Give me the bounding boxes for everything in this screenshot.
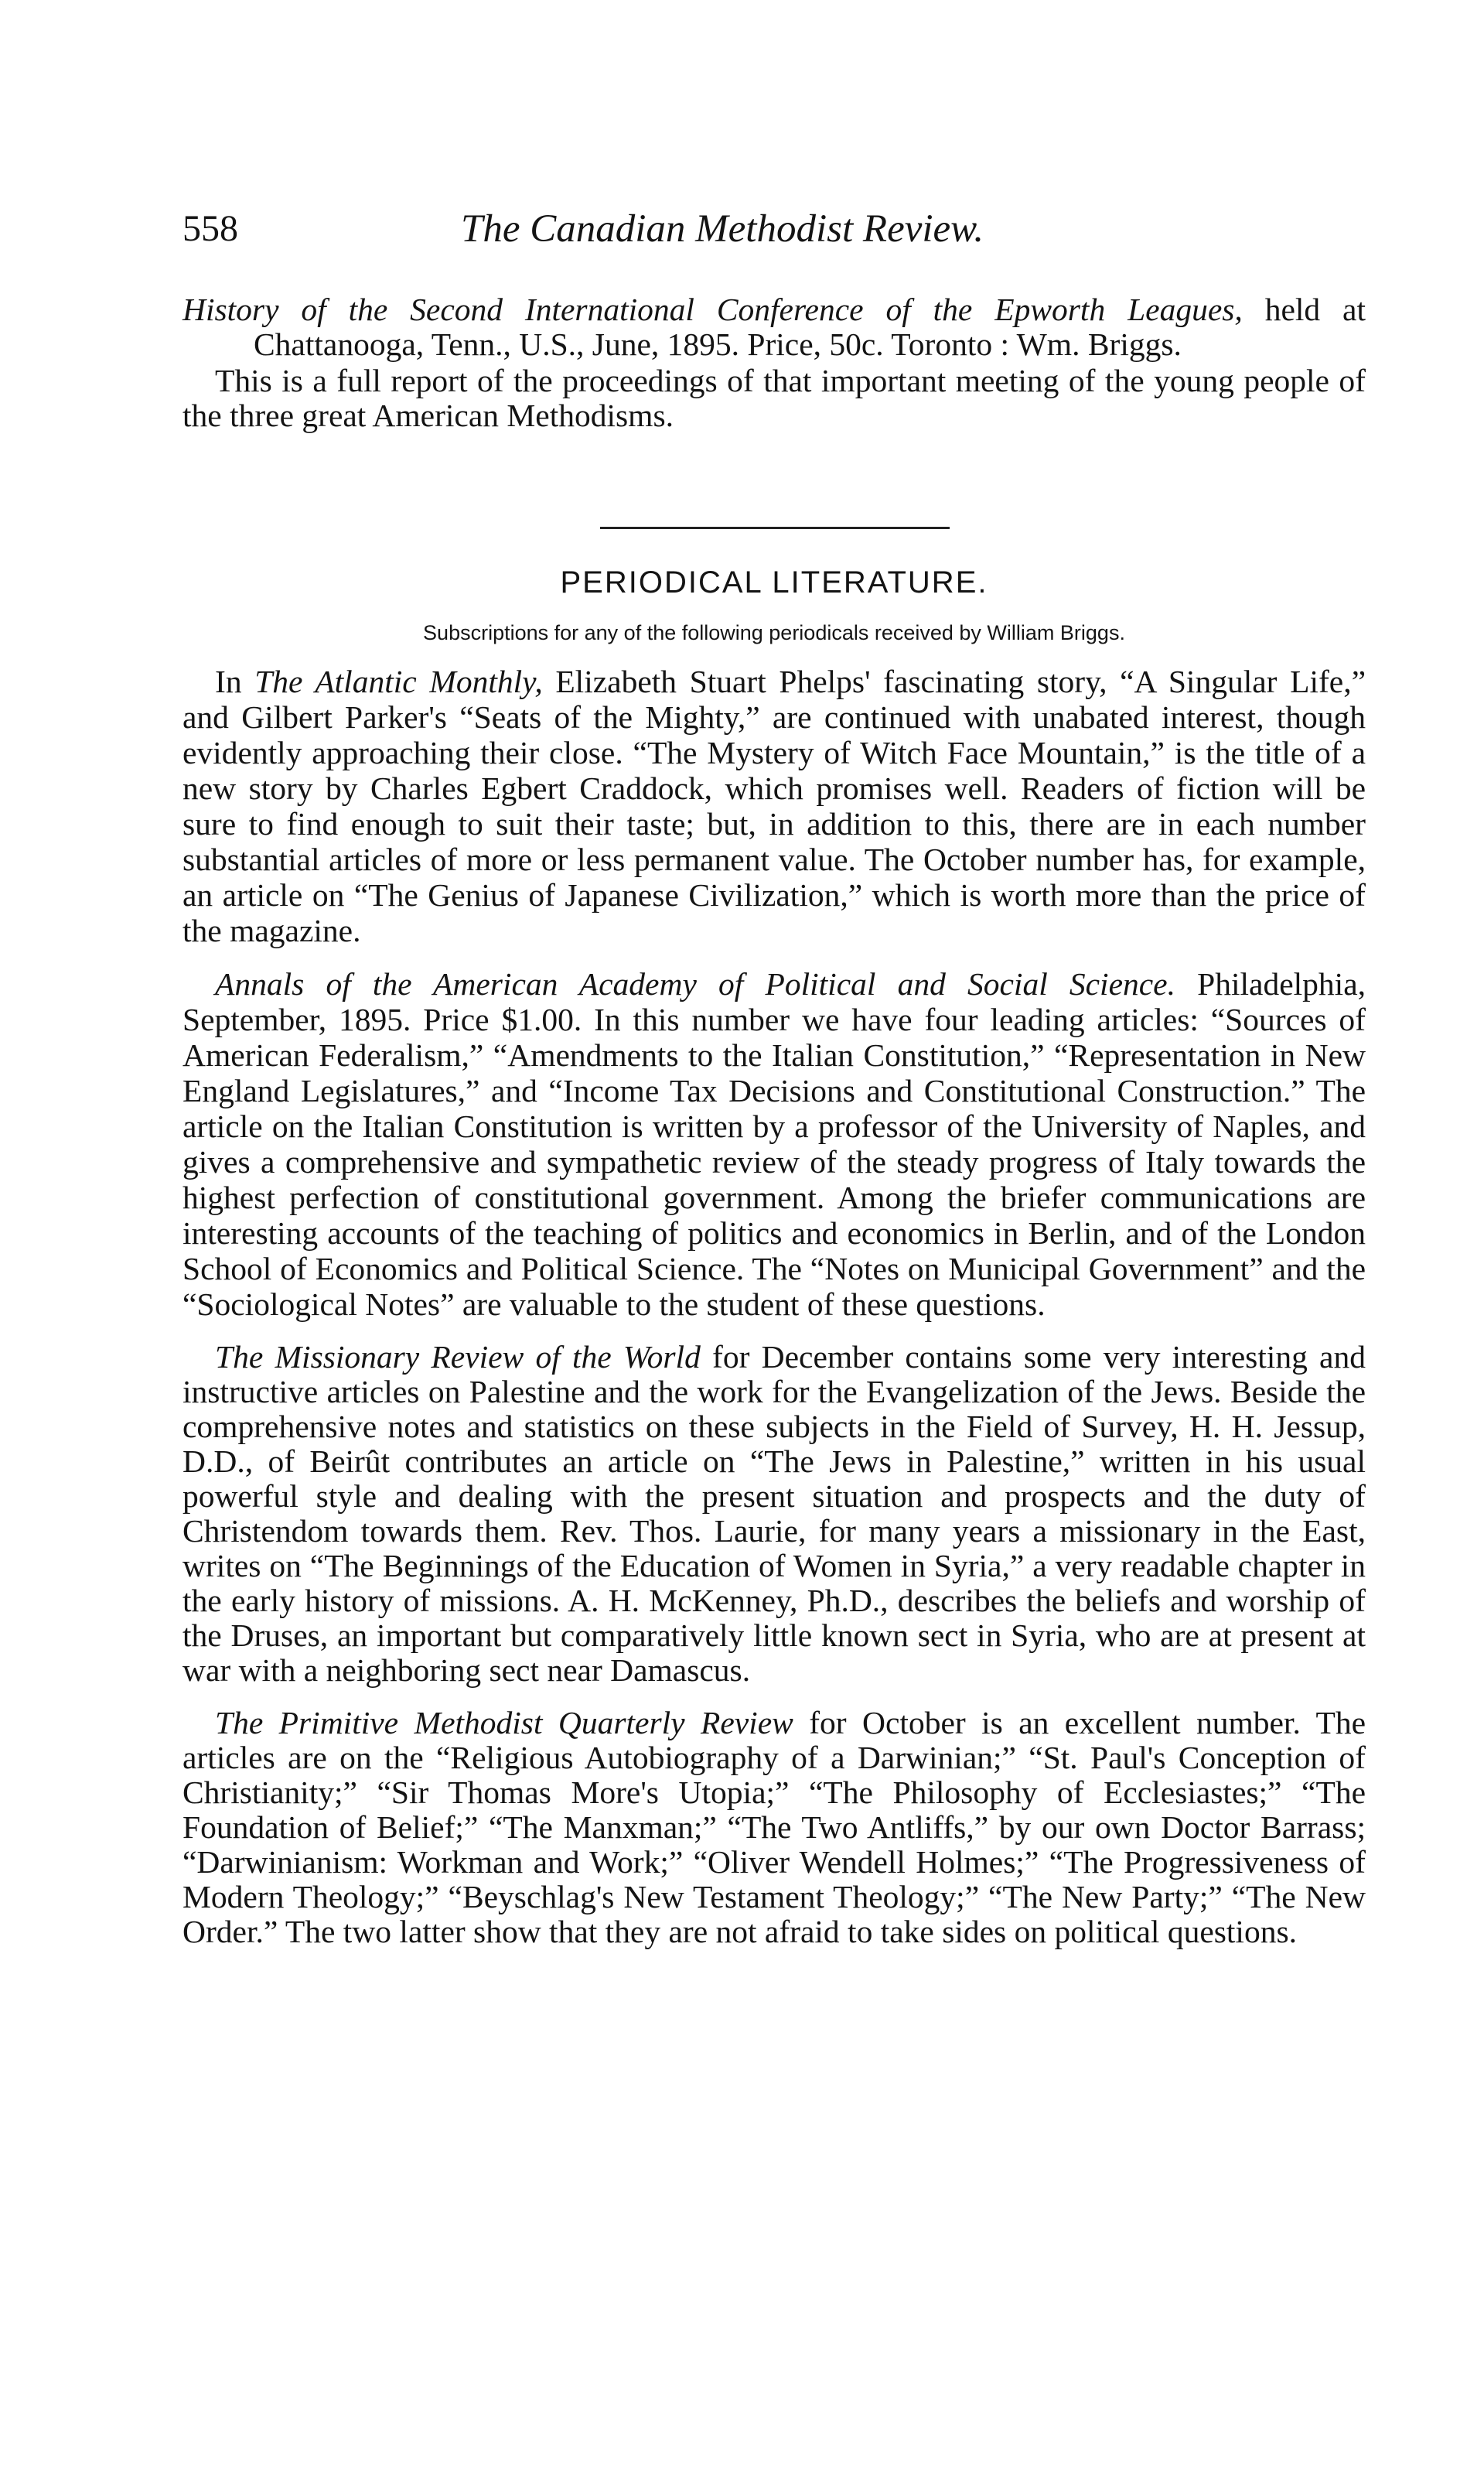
page-number: 558	[183, 208, 238, 249]
book-details: held at Chattanooga, Tenn., U.S., June, 1895. Price, 50c. Toronto : Wm. Briggs.	[254, 292, 1366, 362]
periodical-title: The Missionary Review of the World	[215, 1339, 701, 1375]
periodical-title: Annals of the American Academy of Political and Social Science.	[215, 966, 1175, 1002]
section-heading: PERIODICAL LITERATURE.	[560, 565, 988, 599]
subscription-note: Subscriptions for any of the following periodicals received by William Briggs.	[423, 621, 1125, 644]
entry-missionary-review	[183, 1340, 1366, 1688]
journal-title: The Canadian Methodist Review.	[461, 207, 984, 251]
book-title: History of the Second International Conference of the Epworth Leagues,	[183, 292, 1243, 327]
entry-atlantic-monthly	[183, 664, 1366, 948]
entry-body: for October is an excellent number. The articles are on the “Religious Autobiography of a Darwinian;” “St. Paul's Conception of Christianity;” “Sir Thomas More's Utopia;” “The Philosophy of Ecclesiastes;” “The Foundation of Belief;” “The Manxman;” “The Two Antliffs,” by our own Doctor Barrass; “Darwinianism: Workman and Work;” “Oliver Wendell Holmes;” “The Progressiveness of Modern Theology;” “Beyschlag's New Testament Theology;” “The New Party;” “The New Order.” The two latter show that they are not afraid to take sides on political questions.	[183, 1705, 1366, 1949]
entry-primitive-methodist-review	[183, 1706, 1366, 1949]
section-divider	[600, 527, 950, 529]
book-citation	[183, 292, 1366, 362]
running-head	[183, 206, 1366, 260]
periodical-title: The Atlantic Monthly,	[254, 664, 543, 699]
entry-body: for December contains some very interesting and instructive articles on Palestine and the work for the Evangelization of the Jews. Beside the comprehensive notes and statistics on these subjects in the Field of Survey, H. H. Jessup, D.D., of Beirût contributes an article on “The Jews in Palestine,” written in his usual powerful style and dealing with the present situation and prospects and the duty of Christendom towards them. Rev. Thos. Laurie, for many years a missionary in the East, writes on “The Beginnings of the Education of Women in Syria,” a very readable chapter in the early history of missions. A. H. McKenney, Ph.D., describes the beliefs and worship of the Druses, an important but comparatively little known sect in Syria, who are at present at war with a neighboring sect near Damascus.	[183, 1339, 1366, 1688]
periodical-entries	[183, 664, 1366, 1967]
entry-american-academy-annals	[183, 966, 1366, 1322]
entry-lead: In	[215, 664, 255, 699]
entry-body: Philadelphia, September, 1895. Price $1.00. In this number we have four leading articles: “Sources of American Federalism,” “Amendments to the Italian Constitution,” “Representation in New England Legislatures,” and “Income Tax Decisions and Constitutional Construction.” The article on the Italian Constitution is written by a professor of the University of Naples, and gives a comprehensive and sympathetic review of the steady progress of Italy towards the highest perfection of constitutional government. Among the briefer communications are interesting accounts of the teaching of politics and economics in Berlin, and of the London School of Economics and Political Science. The “Notes on Municipal Government” and the “Sociological Notes” are valuable to the student of these questions.	[183, 966, 1366, 1322]
periodical-title: The Primitive Methodist Quarterly Review	[215, 1705, 793, 1740]
book-blurb: This is a full report of the proceedings of that important meeting of the young people of the three great American Methodisms.	[183, 363, 1366, 433]
entry-body: Elizabeth Stuart Phelps' fascinating story, “A Singular Life,” and Gilbert Parker's “Seats of the Mighty,” are continued with unabated interest, though evidently approaching their close. “The Mystery of Witch Face Mountain,” is the title of a new story by Charles Egbert Craddock, which promises well. Readers of fiction will be sure to find enough to suit their taste; but, in addition to this, there are in each number substantial articles of more or less permanent value. The October number has, for example, an article on “The Genius of Japanese Civilization,” which is worth more than the price of the magazine.	[183, 664, 1366, 948]
book-notice	[183, 292, 1366, 433]
